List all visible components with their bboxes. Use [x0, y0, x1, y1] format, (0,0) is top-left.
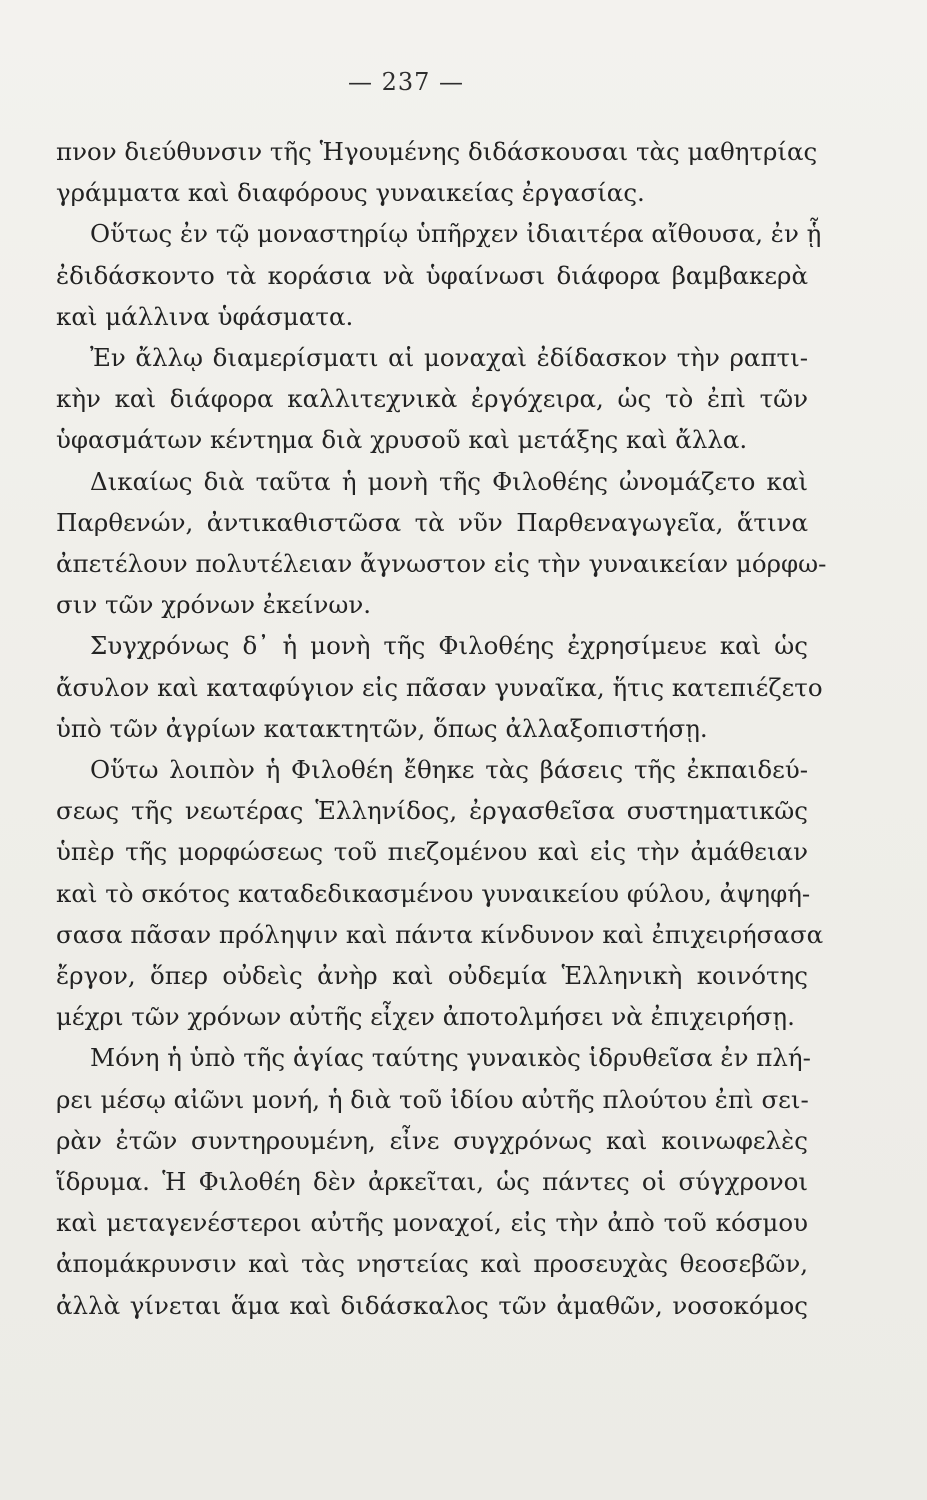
text-line: ἵδρυμα. Ἡ Φιλοθέη δὲν ἀρκεῖται, ὡς πάντες οἱ σύγχρονοι: [56, 1167, 808, 1196]
text-line: ἔργον, ὅπερ οὐδεὶς ἀνὴρ καὶ οὐδεμία Ἑλληνικὴ κοινότης: [56, 961, 808, 990]
text-line: γράμματα καὶ διαφόρους γυναικείας ἐργασίας.: [56, 178, 645, 207]
text-line: Οὕτω λοιπὸν ἡ Φιλοθέη ἔθηκε τὰς βάσεις τῆς ἐκπαιδεύ-: [90, 755, 808, 784]
text-line: καὶ μεταγενέστεροι αὐτῆς μοναχοί, εἰς τὴν ἀπὸ τοῦ κόσμου: [56, 1208, 808, 1237]
text-line: ὑφασμάτων κέντημα διὰ χρυσοῦ καὶ μετάξης καὶ ἄλλα.: [56, 425, 748, 454]
text-line: πνον διεύθυνσιν τῆς Ἡγουμένης διδάσκουσαι τὰς μαθητρίας: [56, 137, 818, 166]
text-line: καὶ τὸ σκότος καταδεδικασμένου γυναικείου φύλου, ἀψηφή-: [56, 879, 811, 908]
text-line: σεως τῆς νεωτέρας Ἑλληνίδος, ἐργασθεῖσα συστηματικῶς: [56, 796, 808, 825]
text-line: καὶ μάλλινα ὑφάσματα.: [56, 302, 354, 331]
text-line: κὴν καὶ διάφορα καλλιτεχνικὰ ἐργόχειρα, ὡς τὸ ἐπὶ τῶν: [56, 384, 808, 413]
text-line: σασα πᾶσαν πρόληψιν καὶ πάντα κίνδυνον καὶ ἐπιχειρήσασα: [56, 920, 824, 949]
text-line: μέχρι τῶν χρόνων αὐτῆς εἶχεν ἀποτολμήσει νὰ ἐπιχειρήσῃ.: [56, 1002, 795, 1031]
text-line: Ἐν ἄλλῳ διαμερίσματι αἱ μοναχαὶ ἐδίδασκον τὴν ραπτι-: [90, 343, 808, 372]
text-line: ἀλλὰ γίνεται ἅμα καὶ διδάσκαλος τῶν ἀμαθῶν, νοσοκόμος: [56, 1291, 808, 1320]
text-line: Μόνη ἡ ὑπὸ τῆς ἁγίας ταύτης γυναικὸς ἱδρυθεῖσα ἐν πλή-: [90, 1043, 811, 1072]
text-line: ρὰν ἐτῶν συντηρουμένη, εἶνε συγχρόνως καὶ κοινωφελὲς: [56, 1126, 808, 1155]
text-line: Παρθενών, ἀντικαθιστῶσα τὰ νῦν Παρθεναγωγεῖα, ἅτινα: [56, 508, 808, 537]
text-line: ἐδιδάσκοντο τὰ κοράσια νὰ ὑφαίνωσι διάφορα βαμβακερὰ: [56, 261, 808, 290]
text-line: σιν τῶν χρόνων ἐκείνων.: [56, 590, 372, 619]
text-line: ὑπὲρ τῆς μορφώσεως τοῦ πιεζομένου καὶ εἰς τὴν ἀμάθειαν: [56, 837, 808, 866]
text-line: Δικαίως διὰ ταῦτα ἡ μονὴ τῆς Φιλοθέης ὠνομάζετο καὶ: [90, 467, 808, 496]
text-line: ρει μέσῳ αἰῶνι μονή, ἡ διὰ τοῦ ἰδίου αὐτῆς πλούτου ἐπὶ σει-: [56, 1085, 809, 1114]
text-line: ἄσυλον καὶ καταφύγιον εἰς πᾶσαν γυναῖκα, ἥτις κατεπιέζετο: [56, 673, 823, 702]
text-line: Οὕτως ἐν τῷ μοναστηρίῳ ὑπῆρχεν ἰδιαιτέρα αἴθουσα, ἐν ᾗ: [90, 219, 822, 248]
page-number: — 237 —: [347, 68, 465, 96]
text-line: ἀπομάκρυνσιν καὶ τὰς νηστείας καὶ προσευχὰς θεοσεβῶν,: [56, 1249, 808, 1278]
text-line: ἀπετέλουν πολυτέλειαν ἄγνωστον εἰς τὴν γυναικείαν μόρφω-: [56, 549, 827, 578]
text-line: ὑπὸ τῶν ἀγρίων κατακτητῶν, ὅπως ἀλλαξοπιστήσῃ.: [56, 714, 708, 743]
text-line: Συγχρόνως δ᾽ ἡ μονὴ τῆς Φιλοθέης ἐχρησίμευε καὶ ὡς: [90, 631, 808, 660]
